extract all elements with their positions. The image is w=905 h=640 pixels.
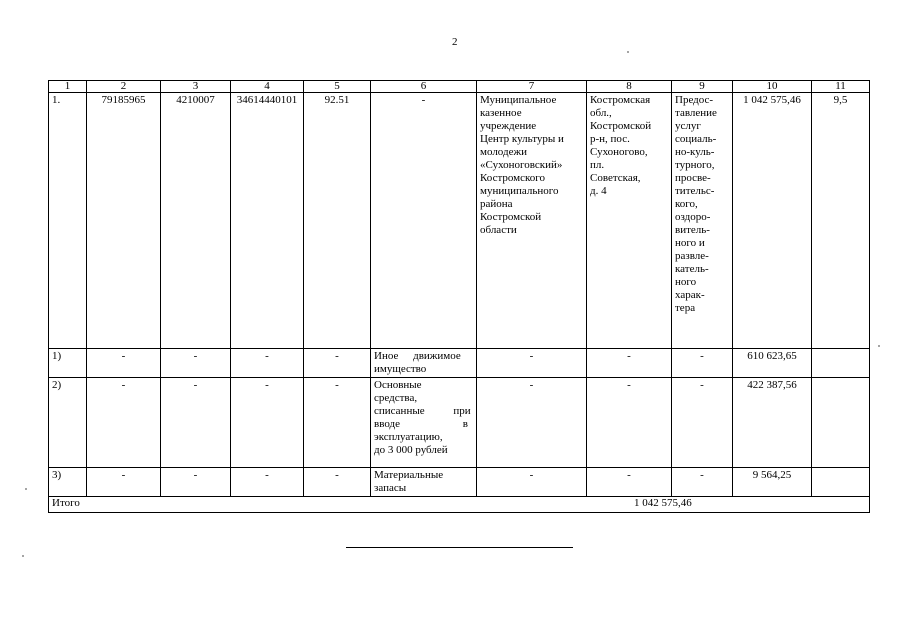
cell-dash: -: [587, 468, 672, 497]
asset-type: Материальные запасы: [371, 468, 477, 497]
cell-dash: -: [87, 349, 161, 378]
column-header: 2: [87, 81, 161, 93]
cell-dash: -: [304, 468, 371, 497]
cell-dash: -: [304, 378, 371, 468]
column-header: 11: [812, 81, 870, 93]
institution-name: Муниципальное казенное учреждение Центр культуры и молодежи «Сухоноговский» Костромского муниципального района Костромской области: [477, 93, 587, 349]
column-header: 6: [371, 81, 477, 93]
cell-dash: -: [161, 349, 231, 378]
cell-dash: -: [672, 349, 733, 378]
cell-dash: -: [587, 378, 672, 468]
table-row: [49, 93, 870, 349]
property-register-table: [48, 80, 870, 513]
cell-dash: -: [161, 468, 231, 497]
cell-amount: 610 623,65: [733, 349, 812, 378]
cell-dash: -: [672, 378, 733, 468]
cell-empty: [812, 468, 870, 497]
cell-dash: -: [231, 349, 304, 378]
row-number: 1): [49, 349, 87, 378]
cell-dash: -: [477, 378, 587, 468]
column-header: 7: [477, 81, 587, 93]
table-row: [49, 349, 870, 378]
total-row: [49, 497, 870, 513]
cell-dash: -: [477, 349, 587, 378]
cell-value: -: [371, 93, 477, 349]
activity-type: Предос- тавление услуг социаль- но-куль- турного, просве- тительс- кого, оздоро- витель- ного и развле- катель- ного харак- тера: [672, 93, 733, 349]
column-header: 9: [672, 81, 733, 93]
column-header: 3: [161, 81, 231, 93]
institution-address: Костромская обл., Костромской р-н, пос. Сухоногово, пл. Советская, д. 4: [587, 93, 672, 349]
cell-amount: 422 387,56: [733, 378, 812, 468]
cell-dash: -: [231, 468, 304, 497]
bottom-rule: [346, 547, 573, 548]
scan-speck: [878, 345, 880, 347]
column-header: 10: [733, 81, 812, 93]
cell-amount: 1 042 575,46: [733, 93, 812, 349]
cell-dash: -: [672, 468, 733, 497]
cell-dash: -: [304, 349, 371, 378]
column-header: 5: [304, 81, 371, 93]
column-header: 4: [231, 81, 304, 93]
table-row: [49, 468, 870, 497]
column-header: 8: [587, 81, 672, 93]
cell-dash: -: [161, 378, 231, 468]
total-cell: [49, 497, 870, 513]
cell-code: 79185965: [87, 93, 161, 349]
cell-code: 34614440101: [231, 93, 304, 349]
cell-dash: -: [231, 378, 304, 468]
cell-dash: -: [87, 378, 161, 468]
column-number-row: [49, 81, 870, 93]
scan-speck: [627, 51, 629, 53]
scan-speck: [22, 555, 24, 557]
table-row: [49, 378, 870, 468]
scan-speck: [25, 488, 27, 490]
asset-type: Иное движимое имущество: [371, 349, 477, 378]
cell-empty: [812, 378, 870, 468]
row-number: 2): [49, 378, 87, 468]
cell-amount: 9 564,25: [733, 468, 812, 497]
cell-dash: -: [477, 468, 587, 497]
row-number: 3): [49, 468, 87, 497]
cell-empty: [812, 349, 870, 378]
total-value: 1 042 575,46: [634, 497, 692, 509]
cell-value: 92.51: [304, 93, 371, 349]
cell-value: 9,5: [812, 93, 870, 349]
cell-dash: -: [87, 468, 161, 497]
cell-dash: -: [587, 349, 672, 378]
total-label: Итого: [52, 497, 80, 509]
column-header: 1: [49, 81, 87, 93]
asset-type: Основные средства, списанные при вводе в эксплуатацию, до 3 000 рублей: [371, 378, 477, 468]
cell-code: 4210007: [161, 93, 231, 349]
page-number: 2: [452, 36, 458, 48]
row-number: 1.: [49, 93, 87, 349]
